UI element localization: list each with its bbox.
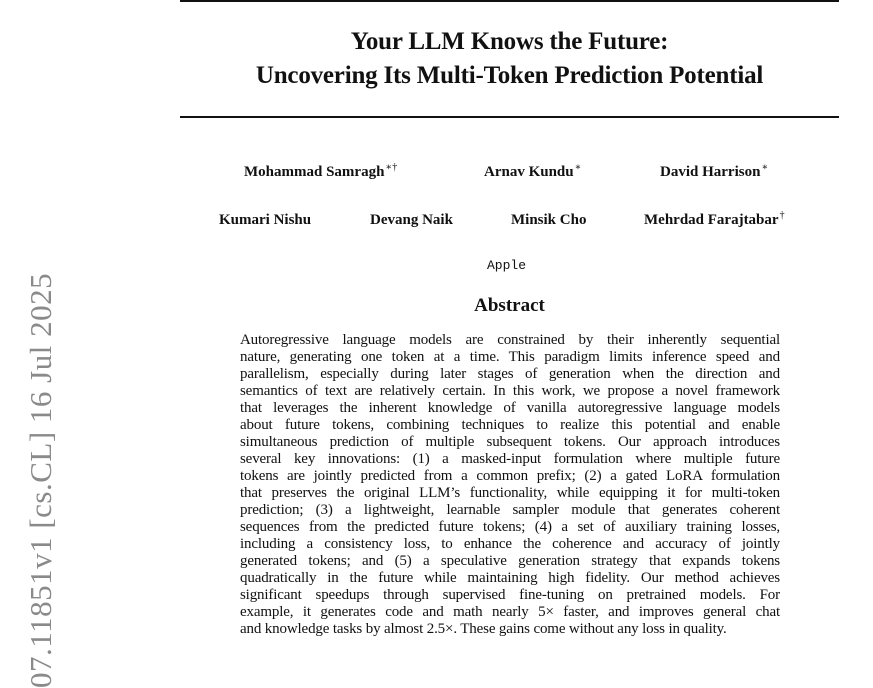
abstract-line: example, it generates code and math nearly 5× faster, and improves general chat [240,604,780,620]
author-name: Arnav Kundu [484,164,574,180]
abstract-line: Autoregressive language models are constrained by their inherently sequential [240,332,780,348]
abstract-line: tokens are jointly predicted from a common prefix; (2) a gated LoRA formulation [240,468,780,484]
author-mehrdad-farajtabar [644,211,785,229]
author-name: Devang Naik [370,212,453,228]
abstract-line: prediction; (3) a lightweight, learnable sampler module that generates coherent [240,502,780,518]
author-marks: ∗ [761,162,769,173]
title-top-rule [180,0,839,2]
author-arnav-kundu [484,163,581,181]
abstract-line: that preserves the original LLM’s functionality, while equipping it for multi-token [240,485,780,501]
title-bottom-rule [180,116,839,118]
abstract-line: that leverages the inherent knowledge of vanilla autoregressive language models [240,400,780,416]
author-devang-naik [370,211,453,229]
author-marks: † [779,210,785,221]
author-david-harrison [660,163,768,181]
abstract-line: simultaneous prediction of multiple subsequent tokens. Our approach introduces [240,434,780,450]
abstract-line: sequences from the predicted future tokens; (4) a set of auxiliary training losses, [240,519,780,535]
abstract-line: semantics of text are relatively certain. In this work, we propose a novel framework [240,383,780,399]
author-name: Mohammad Samragh [244,164,385,180]
abstract-line: generated tokens; and (5) a speculative generation strategy that expands tokens [240,553,780,569]
author-minsik-cho [511,211,586,229]
author-name: Mehrdad Farajtabar [644,212,779,228]
abstract-line: and knowledge tasks by almost 2.5×. These gains come without any loss in quality. [240,621,727,637]
abstract-line: nature, generating one token at a time. This paradigm limits inference speed and [240,349,780,365]
paper-title-line-2: Uncovering Its Multi-Token Prediction Potential [255,62,764,89]
author-marks: ∗ [574,162,582,173]
author-marks: ∗† [385,162,398,173]
abstract-line: quadratically in the future while maintaining high fidelity. Our method achieves [240,570,780,586]
affiliation: Apple [487,258,527,273]
abstract-line: including a consistency loss, to enhance the coherence and accuracy of jointly [240,536,780,552]
abstract-line: significant speedups through supervised fine-tuning on pretrained models. For [240,587,780,603]
paper-title-line-1: Your LLM Knows the Future: [350,28,669,55]
author-name: Kumari Nishu [219,212,312,228]
abstract-heading: Abstract [474,295,545,316]
arxiv-identifier-stamp: 07.11851v1 [cs.CL] 16 Jul 2025 [23,272,58,688]
author-name: David Harrison [660,164,761,180]
author-name: Minsik Cho [511,212,587,228]
abstract-line: several key innovations: (1) a masked-input formulation where multiple future [240,451,780,467]
author-kumari-nishu [219,211,311,229]
abstract-line: about future tokens, combining techniques to realize this potential and enable [240,417,780,433]
abstract-line: parallelism, especially during later stages of generation when the direction and [240,366,780,382]
author-mohammad-samragh [244,163,397,181]
